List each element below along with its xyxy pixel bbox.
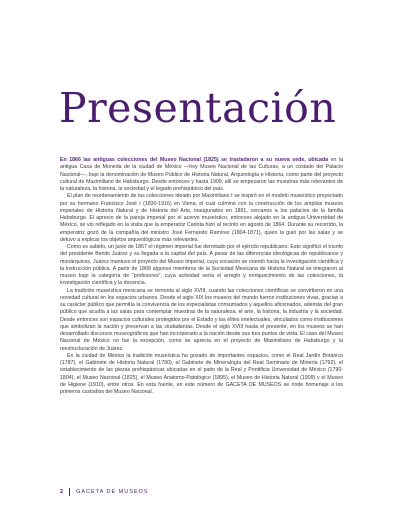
- paragraph-5: En la ciudad de México la tradición museística ha gozado de importantes espacios, como el Real Jardín Botánico (1787), el Gabinete de Historia Natural (1790), el Gabinete de Mineralogía del Real Seminario de Minería (1792), el establecimiento de las piezas prehispánicas ubicadas en el patio de la Real y Pontificia Universidad de México (1790-1804), el Museo Nacional (1825), el Museo Anatomo-Patológico (1895), el Museo de Historia Natural (1909) y el Museo de Higiene (1910), entre otros. En esta fuente, en este número de GACETA DE MUSEOS se rinde homenaje a los primeros custodios del Museo Nacional.: [60, 352, 343, 395]
- publication-name: GACETA DE MUSEOS: [76, 488, 149, 495]
- page-number: 2: [60, 488, 64, 495]
- paragraph-1-text: en la antigua Casa de Moneda de la ciudad de México —hoy Museo Nacional de las Culturas, a un costado del Palacio Nacional—, bajo la denominación de Museo Público de Historia Natural, Arqueología e Historia, como parte del proyecto cultural de Maximiliano de Habsburgo. Desde entonces y hasta 1909, allí se empezaron las muestras más relevantes de la naturaleza, la historia, la sociedad y el legado prehispánico del país.: [60, 157, 343, 192]
- lead-sentence: En 1866 las antiguas colecciones del Museo Nacional (1825) se trasladaron a su nueva sede, ubicada: [60, 157, 329, 163]
- footer-divider: [69, 488, 70, 496]
- paragraph-3: Como es sabido, un junio de 1867 el régimen imperial fue derrotado por el ejército republicano. Esto significó el triunfo del presidente Benito Juárez y su llegada a la capital del país. A pesar de las diferencias ideológicas de republicanos y monárquicos, Juárez mantuvo el proyecto del Museo Imperial, cuya vocación se orientó hacia la investigación científica y la instrucción pública. A partir de 1868 algunos miembros de la Sociedad Mexicana de Historia Natural se integraron al museo bajo la categoría de “profesores”, cuya actividad sería el arreglo y enriquecimiento de las colecciones, la investigación científica y la docencia.: [60, 244, 343, 287]
- paragraph-2: El plan de reordenamiento de las colecciones ideado por Maximiliano I se inspiró en el modelo museístico proyectado por su hermano Francisco José I (1830-1916) en Viena, el cual culminó con la construcción de los amplios museos imperiales de Historia Natural y de Historia del Arte, inaugurados en 1891, cercanos a los palacios de la familia Habsburgo. El aprecio de la pareja imperial por el acervo museístico, entonces alojado en la antigua Universidad de México, se vio reflejado en la visita que la emperatriz Carlota hizo al recinto en agosto de 1864. Durante su recorrido, la emperatriz gozó de la compañía del ministro José Fernando Ramírez (1804-1871), quien la guió por las salas y se detuvo a explicar los objetos arqueológicos más relevantes.: [60, 193, 343, 243]
- article-body: [60, 157, 343, 396]
- paragraph-1: [60, 157, 343, 193]
- paragraph-4: La tradición museística mexicana se remonta al siglo XVIII, cuando las colecciones científicas se convirtieron en una novedad cultural en los espacios urbanos. Desde el siglo XIX los museos del mundo fueron instituciones vivas, gracias a su carácter público que permitía la convivencia de los especialistas consumados y aquellos aficionados, además del gran público que acudía a las salas para contemplar muestras de la naturaleza, el arte, la historia, la industria y la sociedad. Desde entonces son espacios culturales protegidos por el Estado y las élites intelectuales, vinculados como instituciones que simbolizan la nación y preservan a las ciudadanías. Desde el siglo XVIII hasta el presente, en los museos se han desarrollado discursos museográficos que han incorporado a la nación desde sus tres puntos de vista. El caso del Museo Nacional de México no fue la excepción, como se aprecia en el proyecto de Maximiliano de Habsburgo y la reestructuración de Juárez.: [60, 287, 343, 352]
- page-title: Presentación: [59, 84, 337, 132]
- page-footer: [60, 487, 149, 496]
